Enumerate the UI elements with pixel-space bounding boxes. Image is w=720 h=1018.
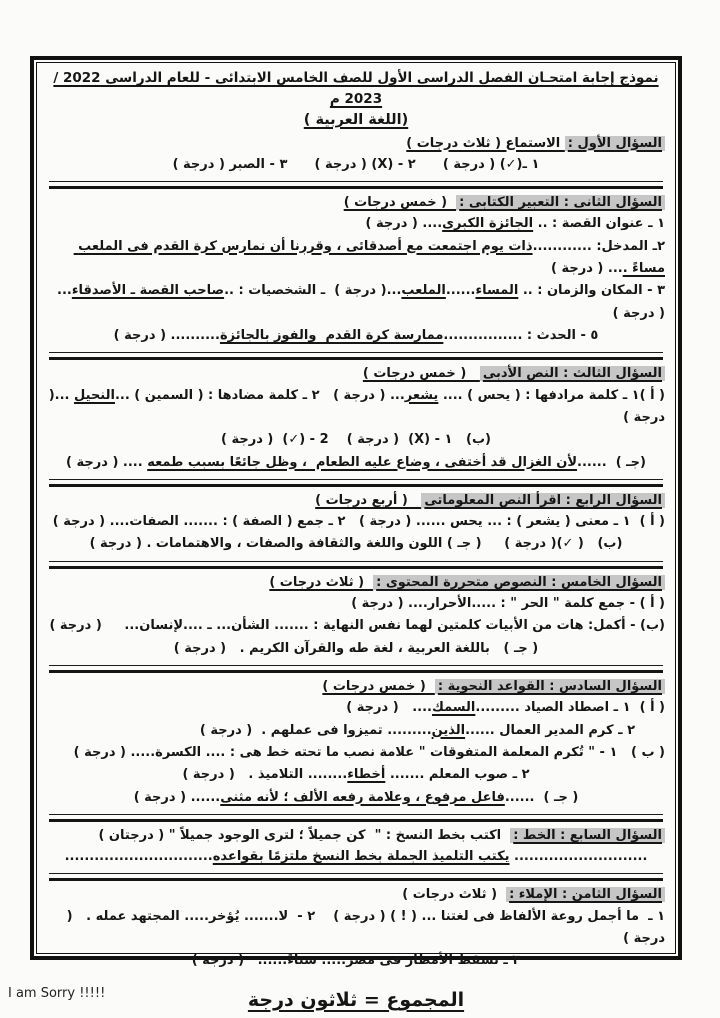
answer-line xyxy=(47,638,665,660)
answer-line xyxy=(47,742,665,764)
answer-line xyxy=(47,906,665,951)
section-divider xyxy=(49,665,663,673)
line-text: ( أ ) ١ ـ معنى ( يشعر ) : ... يحس ...... ( درجة ) ٢ ـ جمع ( الصفة ) : ....... الصفات.... ( درجة ) xyxy=(52,514,665,530)
answer-text: السمك xyxy=(431,700,476,716)
section-points: ( خمس درجات ) xyxy=(343,195,457,211)
answer-line xyxy=(47,325,665,347)
answer-text: الذين xyxy=(431,722,466,738)
exam-title: نموذج إجابة امتحـان الفصل الدراسى الأول للصف الخامس الابتدائى - للعام الدراسى 2022 / 2023 م xyxy=(53,70,659,107)
answer-line xyxy=(47,720,665,742)
section-points: ( ثلاث درجات ) xyxy=(269,574,374,590)
line-text: ... ( درجة ) xyxy=(551,260,623,276)
line-text: ........................... xyxy=(509,849,648,865)
answer-line xyxy=(47,846,665,868)
answer-line xyxy=(44,385,665,430)
section-header xyxy=(47,134,665,154)
section-points: ( أربع درجات ) xyxy=(315,492,422,508)
line-text: .... ( درجة ) xyxy=(346,700,432,716)
line-text: .... ( درجة ) xyxy=(365,216,443,232)
line-text: ٣ ـ تسقط الأمطار فى مصر..... شتاءً...... ( درجة ) xyxy=(191,953,521,969)
sections-container xyxy=(44,134,665,973)
answer-text: المساء xyxy=(475,283,519,299)
line-text: ... ( درجة ) ٢ ـ كلمة مضادها : ( السمين ) ... xyxy=(114,387,405,403)
section-header xyxy=(47,193,665,213)
line-text: ........ التلاميذ . ( درجة ) xyxy=(182,767,348,783)
section-divider xyxy=(49,479,663,487)
line-text: (ب) - أكمل: هات من الأبيات كلمتين لهما نفس النهاية : ....... الشأن... ـ ....لإنسان... ( درجة ) xyxy=(49,618,665,634)
line-text: .......... ( درجة ) xyxy=(113,328,220,344)
section-divider xyxy=(49,181,663,189)
line-text: .............................. xyxy=(64,849,213,865)
answer-text: أخطاء xyxy=(347,767,386,783)
section-points: ( خمس درجات ) xyxy=(362,366,480,382)
bottom-note: I am Sorry !!!!! xyxy=(8,986,106,1001)
answer-line xyxy=(47,787,665,809)
line-text: ( ب ) ١ - " تُكرم المعلمة المتفوقات " علامة نصب ما تحته خط هى : .... الكسرة..... ( درجة ) xyxy=(73,744,665,760)
answer-line xyxy=(47,511,665,533)
line-text: ...... ( درجة ) xyxy=(133,789,221,805)
line-text: (جـ ) ...... xyxy=(577,454,646,470)
line-text: ...( درجة ) xyxy=(44,387,665,425)
section-header xyxy=(47,491,665,511)
section-divider xyxy=(49,873,663,881)
answer-line xyxy=(47,764,665,786)
line-text: ( جـ ) ...... xyxy=(504,789,579,805)
section-points: اكتب بخط النسخ : " كن جميلاً ؛ لترى الوجود جميلاً " ( درجتان ) xyxy=(98,827,511,843)
answer-line xyxy=(47,452,665,474)
section-title: السؤال السادس : القواعد النحوية : xyxy=(435,679,665,694)
section-header xyxy=(47,826,665,846)
answer-text: يشعر xyxy=(404,387,439,403)
answer-line xyxy=(47,950,665,972)
section-header xyxy=(47,677,665,697)
answer-line xyxy=(47,429,665,451)
section-points: ( ثلاث درجات ) xyxy=(402,887,507,903)
answer-text: النحيل xyxy=(74,387,115,403)
line-text: ٥ - الحدث : ................ xyxy=(443,328,599,344)
section-title: السؤال السابع : الخط : xyxy=(510,828,665,843)
answer-text: الجائزة الكبرى xyxy=(442,216,534,232)
line-text: ١ ـ ما أجمل روعة الألفاظ فى لغتنا ... ( ! ) ( درجة ) ٢ - لا....... يُؤخر..... المجتهد عمله . ( درجة ) xyxy=(62,908,665,946)
answer-line xyxy=(47,280,665,325)
section-header xyxy=(47,364,665,384)
section-title: السؤال الرابع : اقرأ النص المعلوماتى xyxy=(421,493,665,508)
section-divider xyxy=(49,352,663,360)
section-points: ( خمس درجات ) xyxy=(322,679,435,695)
answer-line xyxy=(47,697,665,719)
line-text: ٢ـ المدخل: ............ xyxy=(532,238,665,254)
answer-text: ذات يوم اجتمعت مع أصدقائى ، وقررنا أن نمارس كرة القدم فى الملعب مساءً . xyxy=(73,238,665,276)
answer-line xyxy=(47,593,665,615)
line-text: ٢ ـ كرم المدير العمال ...... xyxy=(465,722,635,738)
line-text: ......... تميزوا فى عملهم . ( درجة ) xyxy=(199,722,432,738)
line-text: ( أ ) - جمع كلمة " الحر " : .....الأحرار.... ( درجة ) xyxy=(351,595,665,611)
line-text: ...( درجة ) ـ الشخصيات : .. xyxy=(224,283,402,299)
section-header xyxy=(47,885,665,905)
line-text: (ب) ( ✓)( درجة ) ( جـ ) اللون واللغة والثقافة والصفات ، والاهتمامات . ( درجة ) xyxy=(89,536,623,552)
section-divider xyxy=(49,561,663,569)
section-title: السؤال الثالث : النص الأدبى xyxy=(480,366,665,381)
answer-text: لأن الغزال قد أختفى ، وضاع عليه الطعام ، وظل جائعًا بسبب طمعه xyxy=(147,454,578,470)
answer-line xyxy=(47,236,665,281)
line-text: ... ( درجة ) xyxy=(52,283,665,321)
line-text: ( أ )١ ـ كلمة مرادفها : ( يحس ) .... xyxy=(438,387,665,403)
section-title: السؤال الثانى : التعبير الكتابى : xyxy=(456,195,665,210)
line-text: ( أ ) ١ ـ اصطاد الصياد ......... xyxy=(475,700,665,716)
line-text: ٢ ـ صوب المعلم ....... xyxy=(385,767,530,783)
section-divider xyxy=(49,814,663,822)
section-points: الاستماع ( ثلاث درجات ) xyxy=(406,135,565,151)
section-title: السؤال الثامن : الإملاء : xyxy=(506,887,665,902)
line-text: ٣ - المكان والزمان : .. xyxy=(518,283,665,299)
line-text: .... ( درجة ) xyxy=(66,454,148,470)
section-title: السؤال الخامس : النصوص متحررة المحتوى : xyxy=(373,575,665,590)
answer-text: ممارسة كرة القدم والفوز بالجائزة xyxy=(219,328,444,344)
line-text: (ب) ١ - (X) ( درجة ) 2 - (✓) ( درجة ) xyxy=(220,432,491,448)
answer-line xyxy=(47,213,665,235)
answer-text: الملعب xyxy=(401,283,446,299)
answer-text: يكتب التلميذ الجملة بخط النسخ ملتزمًا بقواعده xyxy=(212,849,510,865)
line-text: ( جـ ) باللغة العربية ، لغة طه والقرآن الكريم . ( درجة ) xyxy=(173,640,539,656)
answer-line xyxy=(47,533,665,555)
total-score: المجموع = ثلاثون درجة xyxy=(247,988,465,1011)
answer-text: صاحب القصة ـ الأصدقاء xyxy=(71,283,225,299)
exam-subject: (اللغة العربية ) xyxy=(303,111,409,128)
answer-text: فاعل مرفوع ، وعلامة رفعه الألف ؛ لأنه مثنى xyxy=(220,789,505,805)
answer-line xyxy=(47,154,665,176)
section-header xyxy=(47,573,665,593)
line-text: ...... xyxy=(445,283,476,299)
line-text: ١ ـ(✓) ( درجة ) ٢ - (X) ( درجة ) ٣ - الصبر ( درجة ) xyxy=(172,156,540,172)
section-title: السؤال الأول : xyxy=(565,136,665,151)
answer-line xyxy=(47,615,665,637)
line-text: ١ ـ عنوان القصة : .. xyxy=(533,216,665,232)
